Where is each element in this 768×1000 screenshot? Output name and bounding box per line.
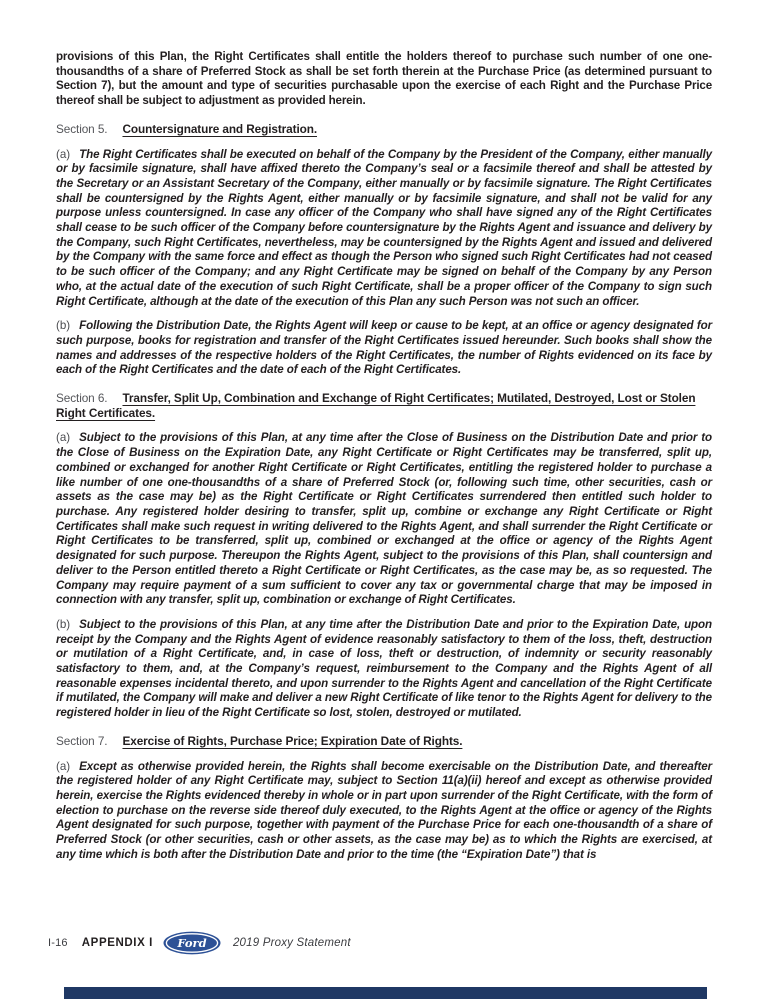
section-6-paragraph-b	[56, 618, 712, 721]
section-5-title: Countersignature and Registration.	[122, 121, 318, 136]
paragraph-marker: (a)	[56, 759, 71, 773]
section-5-label: Section 5.	[56, 121, 108, 136]
paragraph-marker: (b)	[56, 319, 71, 333]
section-7-title: Exercise of Rights, Purchase Price; Expiration Date of Rights.	[122, 733, 463, 748]
ford-logo-icon	[163, 931, 221, 955]
paragraph-text: Subject to the provisions of this Plan, at any time after the Distribution Date and prior to the Expiration Date, upon receipt by the Company and the Rights Agent of evidence reasonably satisfactory to them of the loss, theft, destruction or mutilation of a Right Certificate, and, in case of loss, theft or destruction, of indemnity or security reasonably satisfactory to them, and, at the Company’s request, reimbursement to the Company and the Rights Agent of all reasonable expenses incidental thereto, and upon surrender to the Rights Agent and cancellation of the Right Certificate if mutilated, the Company will make and deliver a new Right Certificate of like tenor to the Rights Agent for delivery to the registered holder in lieu of the Right Certificate so lost, stolen, destroyed or mutilated.	[56, 617, 712, 720]
paragraph-marker: (a)	[56, 147, 71, 161]
intro-paragraph: provisions of this Plan, the Right Certificates shall entitle the holders thereof to purchase such number of one one-thousandths of a share of Preferred Stock as shall be set forth therein at the Purchase Price (as determined pursuant to Section 7), but the amount and type of securities purchasable upon the exercise of each Right and the Purchase Price thereof shall be subject to adjustment as provided herein.	[56, 50, 712, 108]
section-6-title: Transfer, Split Up, Combination and Exchange of Right Certificates; Mutilated, Destroyed, Lost or Stolen Right Certificates.	[56, 391, 696, 420]
footer-page-number: I-16	[48, 937, 68, 949]
paragraph-text: The Right Certificates shall be executed on behalf of the Company by the President of the Company, either manually or by facsimile signature, shall have affixed thereto the Company’s seal or a facsimile thereof and shall be attested by the Secretary or an Assistant Secretary of the Company, either manually or by facsimile signature. The Right Certificates shall be countersigned by the Rights Agent, either manually or by facsimile signature, and shall not be valid for any purpose unless countersigned. In case any officer of the Company who shall have signed any of the Right Certificates shall cease to be such officer of the Company before countersignature by the Rights Agent and issuance and delivery by the Company, such Right Certificates, nevertheless, may be countersigned by the Rights Agent and issued and delivered by the Company with the same force and effect as though the Person who signed such Right Certificates had not ceased to be such officer of the Company; and any Right Certificate may be signed on behalf of the Company by any Person who, at the actual date of the execution of such Right Certificate, shall be a proper officer of the Company to sign such Right Certificate, although at the date of the execution of this Plan any such Person was not such an officer.	[56, 147, 712, 308]
paragraph-marker: (a)	[56, 431, 71, 445]
page-footer	[48, 931, 351, 955]
footer-bar	[64, 987, 707, 999]
document-body	[56, 50, 712, 872]
section-7-paragraph-a	[56, 760, 712, 863]
paragraph-text: Subject to the provisions of this Plan, at any time after the Close of Business on the Distribution Date and prior to the Close of Business on the Expiration Date, any Right Certificate or Right Certificates may be transferred, split up, combined or exchanged for another Right Certificate or Right Certificates, entitling the registered holder to purchase a like number of one one-thousandths of a share of Preferred Stock (or, following such time, other securities, cash or assets as the case may be) as the Right Certificate or Right Certificates surrendered then entitled such holder to purchase. Any registered holder desiring to transfer, split up, combine or exchange any Right Certificate or Right Certificates shall make such request in writing delivered to the Rights Agent, and shall surrender the Right Certificate or Right Certificates to be transferred, split up, combined or exchanged at the office or agency of the Rights Agent designated for such purpose. Thereupon the Rights Agent, subject to the provisions of this Plan, shall countersign and deliver to the Person entitled thereto a Right Certificate or Right Certificates, as the case may be, as so requested. The Company may require payment of a sum sufficient to cover any tax or governmental charge that may be imposed in connection with any transfer, split up, combination or exchange of Right Certificates.	[56, 431, 712, 607]
paragraph-marker: (b)	[56, 617, 71, 631]
paragraph-text: Except as otherwise provided herein, the Rights shall become exercisable on the Distribution Date, and thereafter the registered holder of any Right Certificate may, subject to Section 11(a)(ii) hereof and except as otherwise provided herein, exercise the Rights evidenced thereby in whole or in part upon surrender of the Right Certificate, with the form of election to purchase on the reverse side thereof duly executed, to the Rights Agent at the office or agency of the Rights Agent designated for such purpose, together with payment of the Purchase Price for each one-thousandth of a share of Preferred Stock (or other securities, cash or other assets, as the case may be) as to which the Rights are exercised, at any time which is both after the Distribution Date and prior to the time (the “Expiration Date”) that is	[56, 759, 712, 861]
footer-appendix-label: APPENDIX I	[81, 937, 153, 949]
section-7-heading	[56, 734, 712, 749]
svg-text:Ford: Ford	[177, 936, 207, 951]
section-6-heading	[56, 391, 712, 420]
section-7-label: Section 7.	[56, 733, 108, 748]
section-6-label: Section 6.	[56, 391, 108, 406]
footer-statement-label: 2019 Proxy Statement	[232, 937, 351, 949]
section-5-paragraph-b	[56, 319, 712, 378]
section-5-paragraph-a	[56, 148, 712, 310]
paragraph-text: Following the Distribution Date, the Rights Agent will keep or cause to be kept, at an office or agency designated for such purpose, books for registration and transfer of the Right Certificates issued hereunder. Such books shall show the names and addresses of the respective holders of the Right Certificates, the number of Rights evidenced on its face by each of the Right Certificates and the date of each of the Right Certificates.	[56, 319, 712, 377]
section-6-paragraph-a	[56, 431, 712, 607]
section-5-heading	[56, 122, 712, 137]
